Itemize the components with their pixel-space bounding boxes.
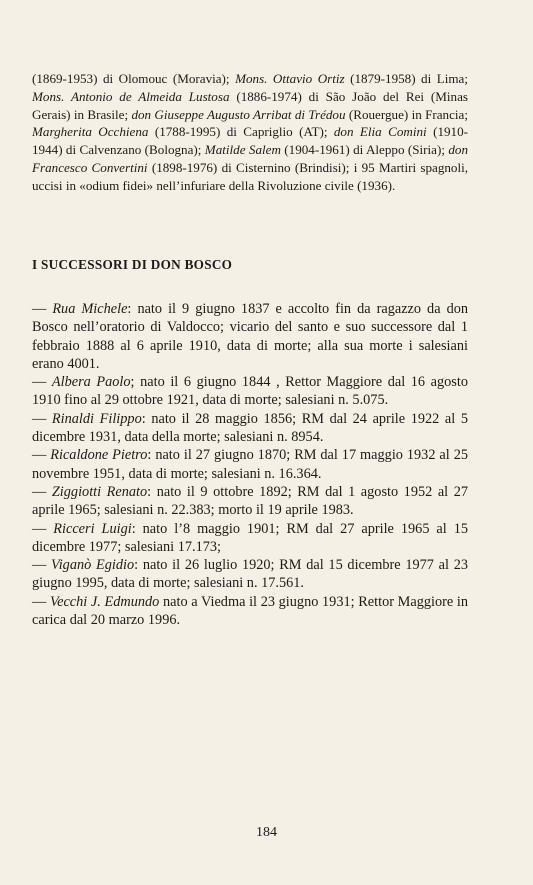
successor-name: Vecchi J. Edmundo <box>49 593 160 610</box>
person-name: don Elia Comini <box>333 124 427 140</box>
name-separator: : <box>134 557 139 574</box>
name-separator: : <box>147 483 152 500</box>
text-segment: (1910-1944) di Calvenzano (Bologna); <box>32 124 468 158</box>
text-segment: (1879-1958) di Lima; <box>344 71 469 86</box>
text-segment: (1788-1995) di Capriglio (AT); <box>148 124 334 140</box>
entry-dash: — <box>32 593 47 610</box>
entry-dash: — <box>32 447 47 464</box>
text-segment: (1904-1961) di Aleppo (Siria); <box>280 142 449 158</box>
successor-entry <box>32 446 468 483</box>
text-segment: (Rouergue) in Francia; <box>345 106 469 122</box>
successor-details: nato il 9 giugno 1837 e accolto fin da ragazzo da don Bosco nell’oratorio di Valdocco; vicario del santo e suo successore dal 1 febbraio 1888 al 6 aprile 1910, data di morte; alla sua morte i salesiani erano 4001. <box>32 301 469 372</box>
successor-entry <box>32 520 468 557</box>
successor-entry <box>32 593 468 630</box>
successor-entry <box>32 410 468 447</box>
entry-dash: — <box>32 557 47 574</box>
name-separator: : <box>127 301 132 317</box>
entry-dash: — <box>32 301 47 317</box>
name-separator: : <box>141 410 146 427</box>
person-name: Matilde Salem <box>204 142 281 158</box>
successor-details: nato il 6 giugno 1844 , Rettor Maggiore dal 16 agosto 1910 fino al 29 ottobre 1921, data di morte; salesiani n. 5.075. <box>32 374 468 409</box>
successor-name: Rinaldi Filippo <box>51 410 142 427</box>
successor-entry <box>32 483 468 520</box>
successor-details: nato l’8 maggio 1901; RM dal 27 aprile 1965 al 15 dicembre 1977; salesiani 17.173; <box>32 520 469 555</box>
successor-entry <box>32 373 468 410</box>
name-separator: : <box>147 447 152 464</box>
successor-details: nato a Viedma il 23 giugno 1931; Rettor Maggiore in carica dal 20 marzo 1996. <box>32 593 469 629</box>
intro-paragraph <box>32 70 468 195</box>
name-separator: : <box>131 520 136 537</box>
successor-details: nato il 26 luglio 1920; RM dal 15 dicembre 1977 al 23 giugno 1995, data di morte; salesiani n. 17.561. <box>32 557 469 592</box>
text-segment: (1898-1976) di Cisternino (Brindisi); i 95 Martiri spagnoli, uccisi in «odium fidei» nell’infuriare della Rivoluzione civile (1936). <box>32 159 469 193</box>
successor-entry <box>32 300 468 373</box>
entry-dash: — <box>32 410 47 427</box>
person-name: don Francesco Convertini <box>32 142 468 175</box>
successor-entry <box>32 556 468 593</box>
person-name: don Giuseppe Augusto Arribat di Trédou <box>131 106 346 122</box>
person-name: Mons. Antonio de Almeida Lustosa <box>32 88 230 104</box>
successors-list <box>32 300 468 629</box>
name-separator: ; <box>130 374 135 391</box>
entry-dash: — <box>32 483 47 500</box>
entry-dash: — <box>32 374 47 391</box>
successor-name: Viganò Egidio <box>51 557 135 574</box>
text-segment: (1869-1953) di Olomouc (Moravia); <box>32 71 236 86</box>
successor-name: Rua Michele <box>52 301 128 317</box>
successor-name: Ricaldone Pietro <box>50 447 148 464</box>
successor-details: nato il 28 maggio 1856; RM dal 24 aprile 1922 al 5 dicembre 1931, data della morte; salesiani n. 8954. <box>32 410 469 446</box>
successor-name: Ricceri Luigi <box>53 520 132 537</box>
successor-name: Ziggiotti Renato <box>51 483 148 500</box>
person-name: Margherita Occhiena <box>32 124 149 140</box>
page-number: 184 <box>256 825 277 840</box>
person-name: Mons. Ottavio Ortiz <box>235 71 345 86</box>
successor-name: Albera Paolo <box>51 374 131 391</box>
successor-details: nato il 9 ottobre 1892; RM dal 1 agosto 1952 al 27 aprile 1965; salesiani n. 22.383; morto il 19 aprile 1983. <box>32 483 469 519</box>
entry-dash: — <box>32 520 47 537</box>
section-title: I SUCCESSORI DI DON BOSCO <box>32 257 233 272</box>
successor-details: nato il 27 giugno 1870; RM dal 17 maggio 1932 al 25 novembre 1951, data di morte; salesiani n. 16.364. <box>32 447 468 482</box>
text-segment: (1886-1974) di São João del Rei (Minas Gerais) in Brasile; <box>32 88 468 122</box>
